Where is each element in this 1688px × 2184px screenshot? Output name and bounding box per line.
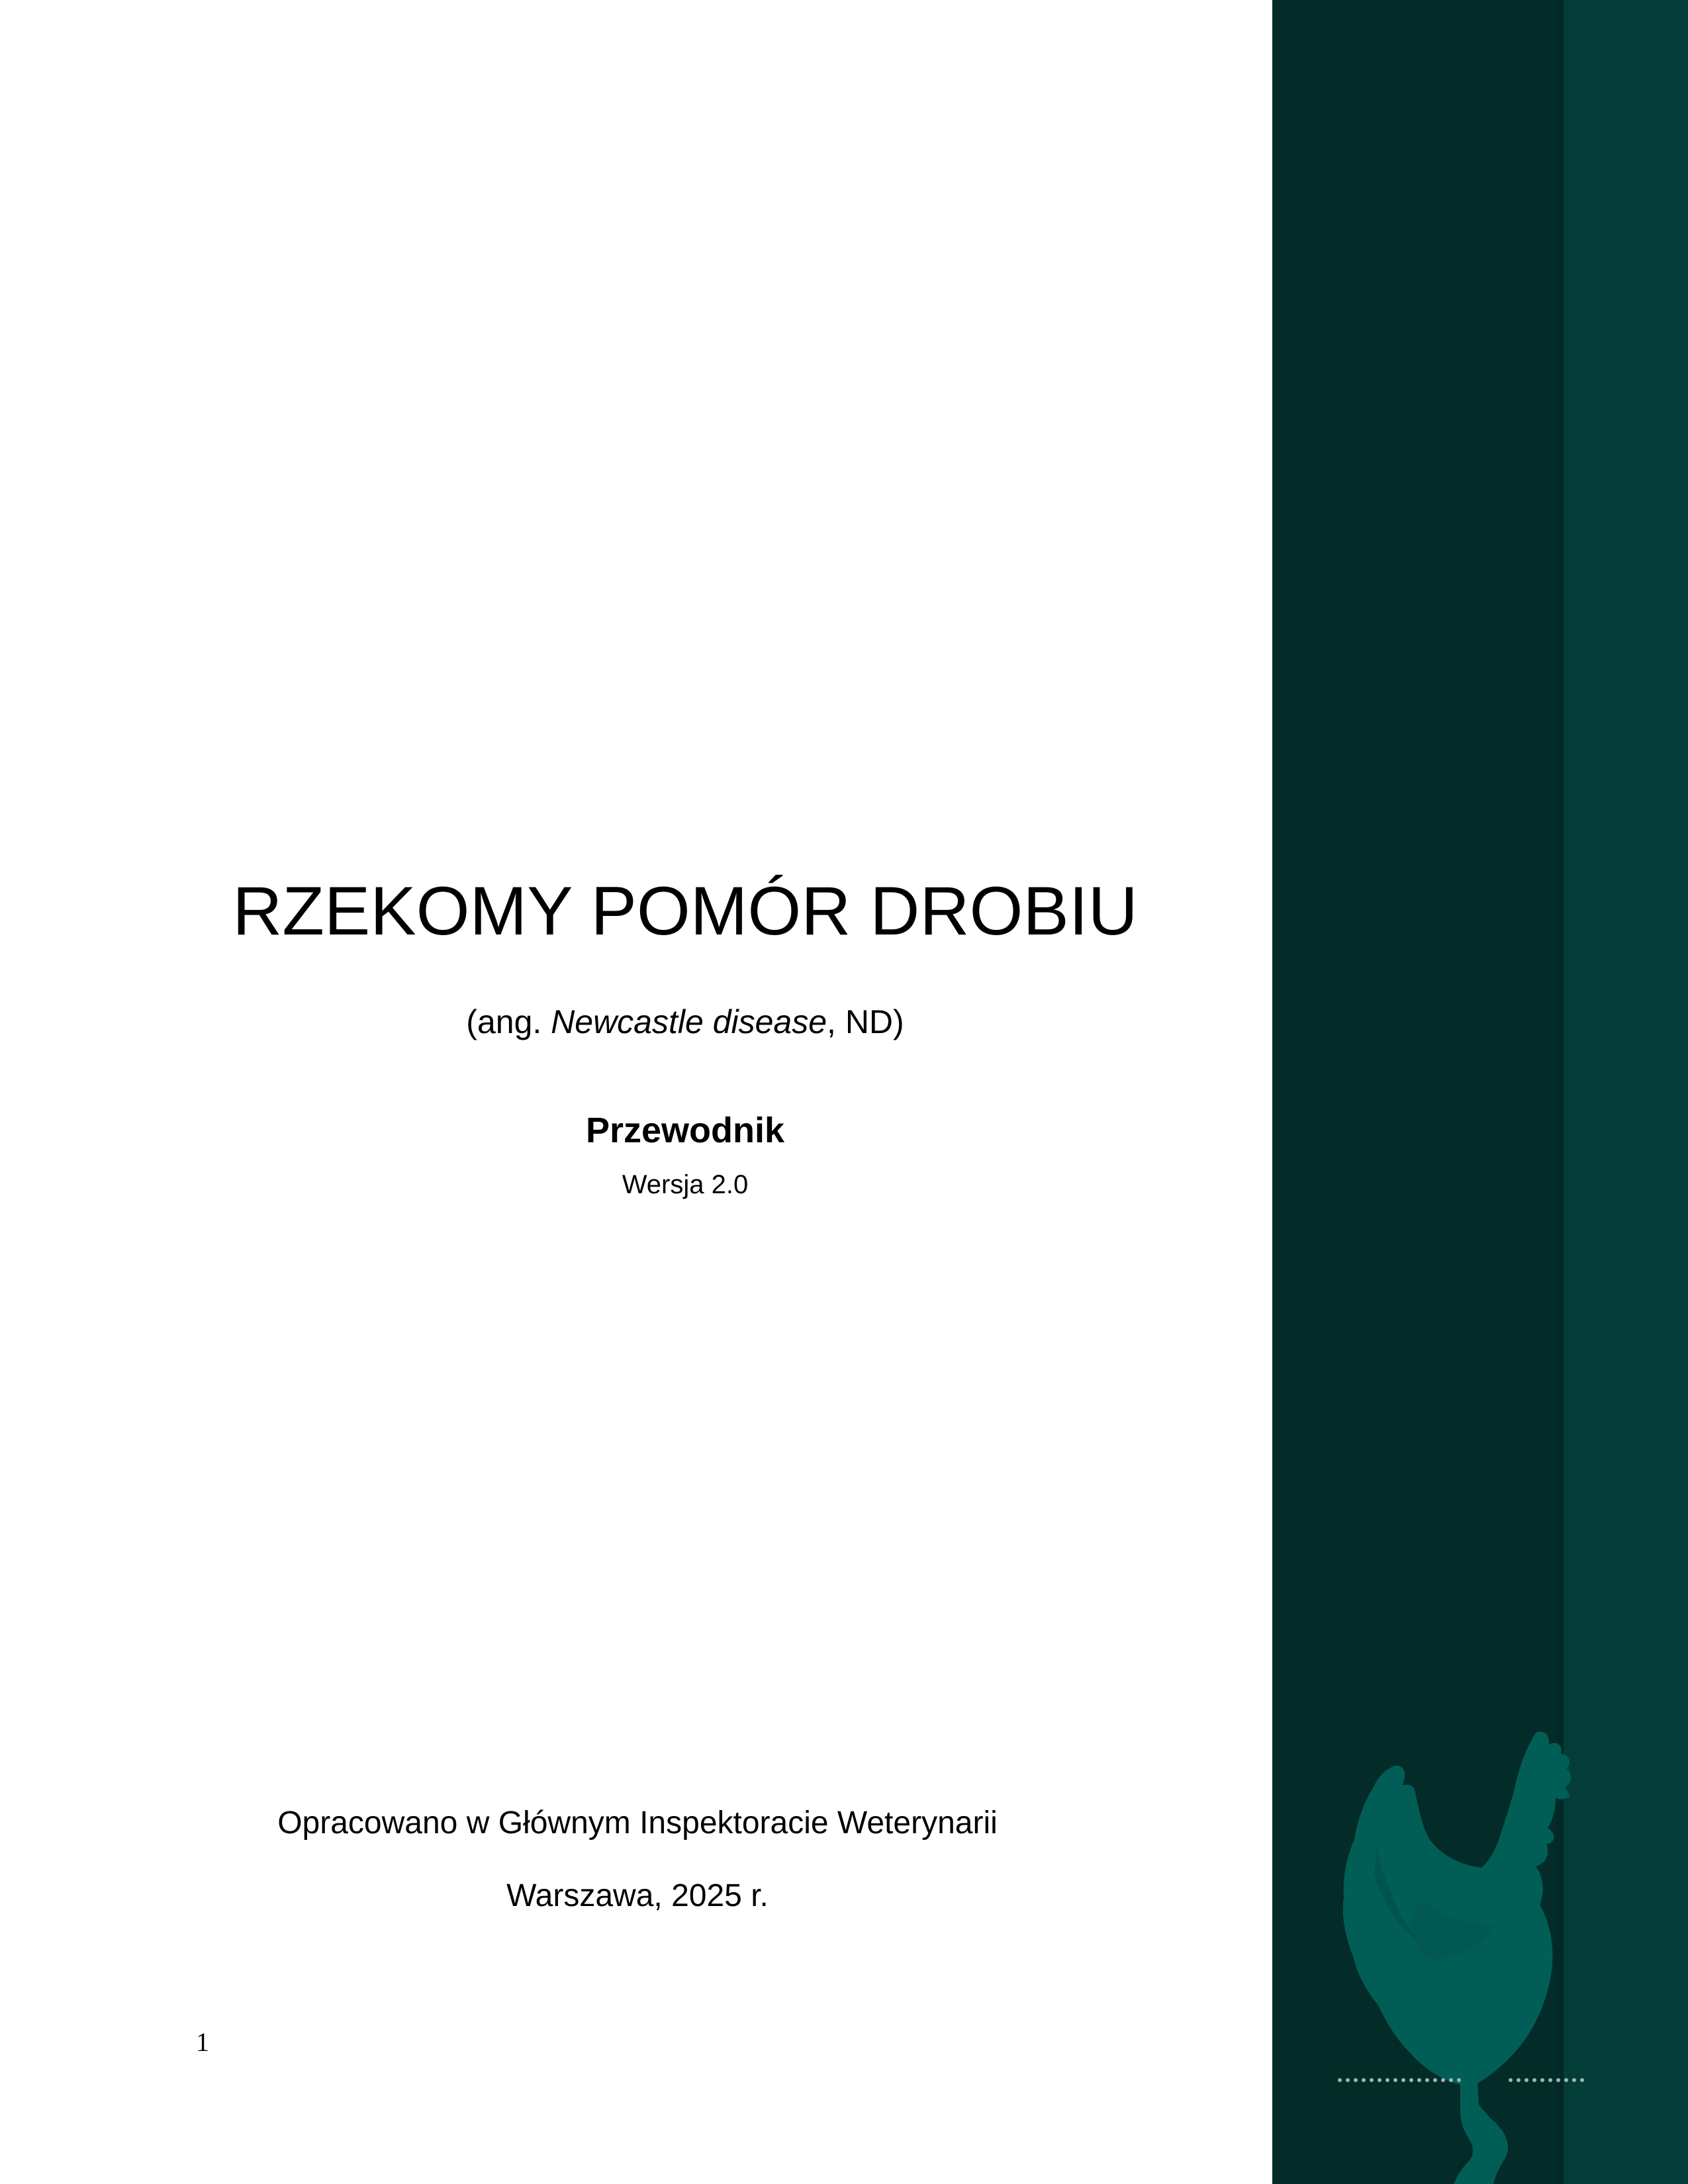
document-type: Przewodnik <box>585 1111 785 1150</box>
document-subtitle <box>0 1002 1370 1042</box>
dotted-line-decoration <box>1508 2077 1587 2083</box>
prepared-by-line: Opracowano w Głównym Inspektoracie Weterynarii <box>277 1805 998 1841</box>
document-title: RZEKOMY POMÓR DROBIU <box>232 873 1138 950</box>
page-number: 1 <box>196 2027 209 2057</box>
subtitle-english-name: Newcastle disease <box>551 1003 827 1040</box>
dotted-line-decoration <box>1337 2077 1463 2083</box>
document-version: Wersja 2.0 <box>622 1170 749 1199</box>
subtitle-suffix: , ND) <box>827 1003 904 1040</box>
subtitle-prefix: (ang. <box>466 1003 551 1040</box>
rooster-icon <box>1337 1727 1615 2184</box>
place-and-date: Warszawa, 2025 r. <box>506 1878 769 1913</box>
